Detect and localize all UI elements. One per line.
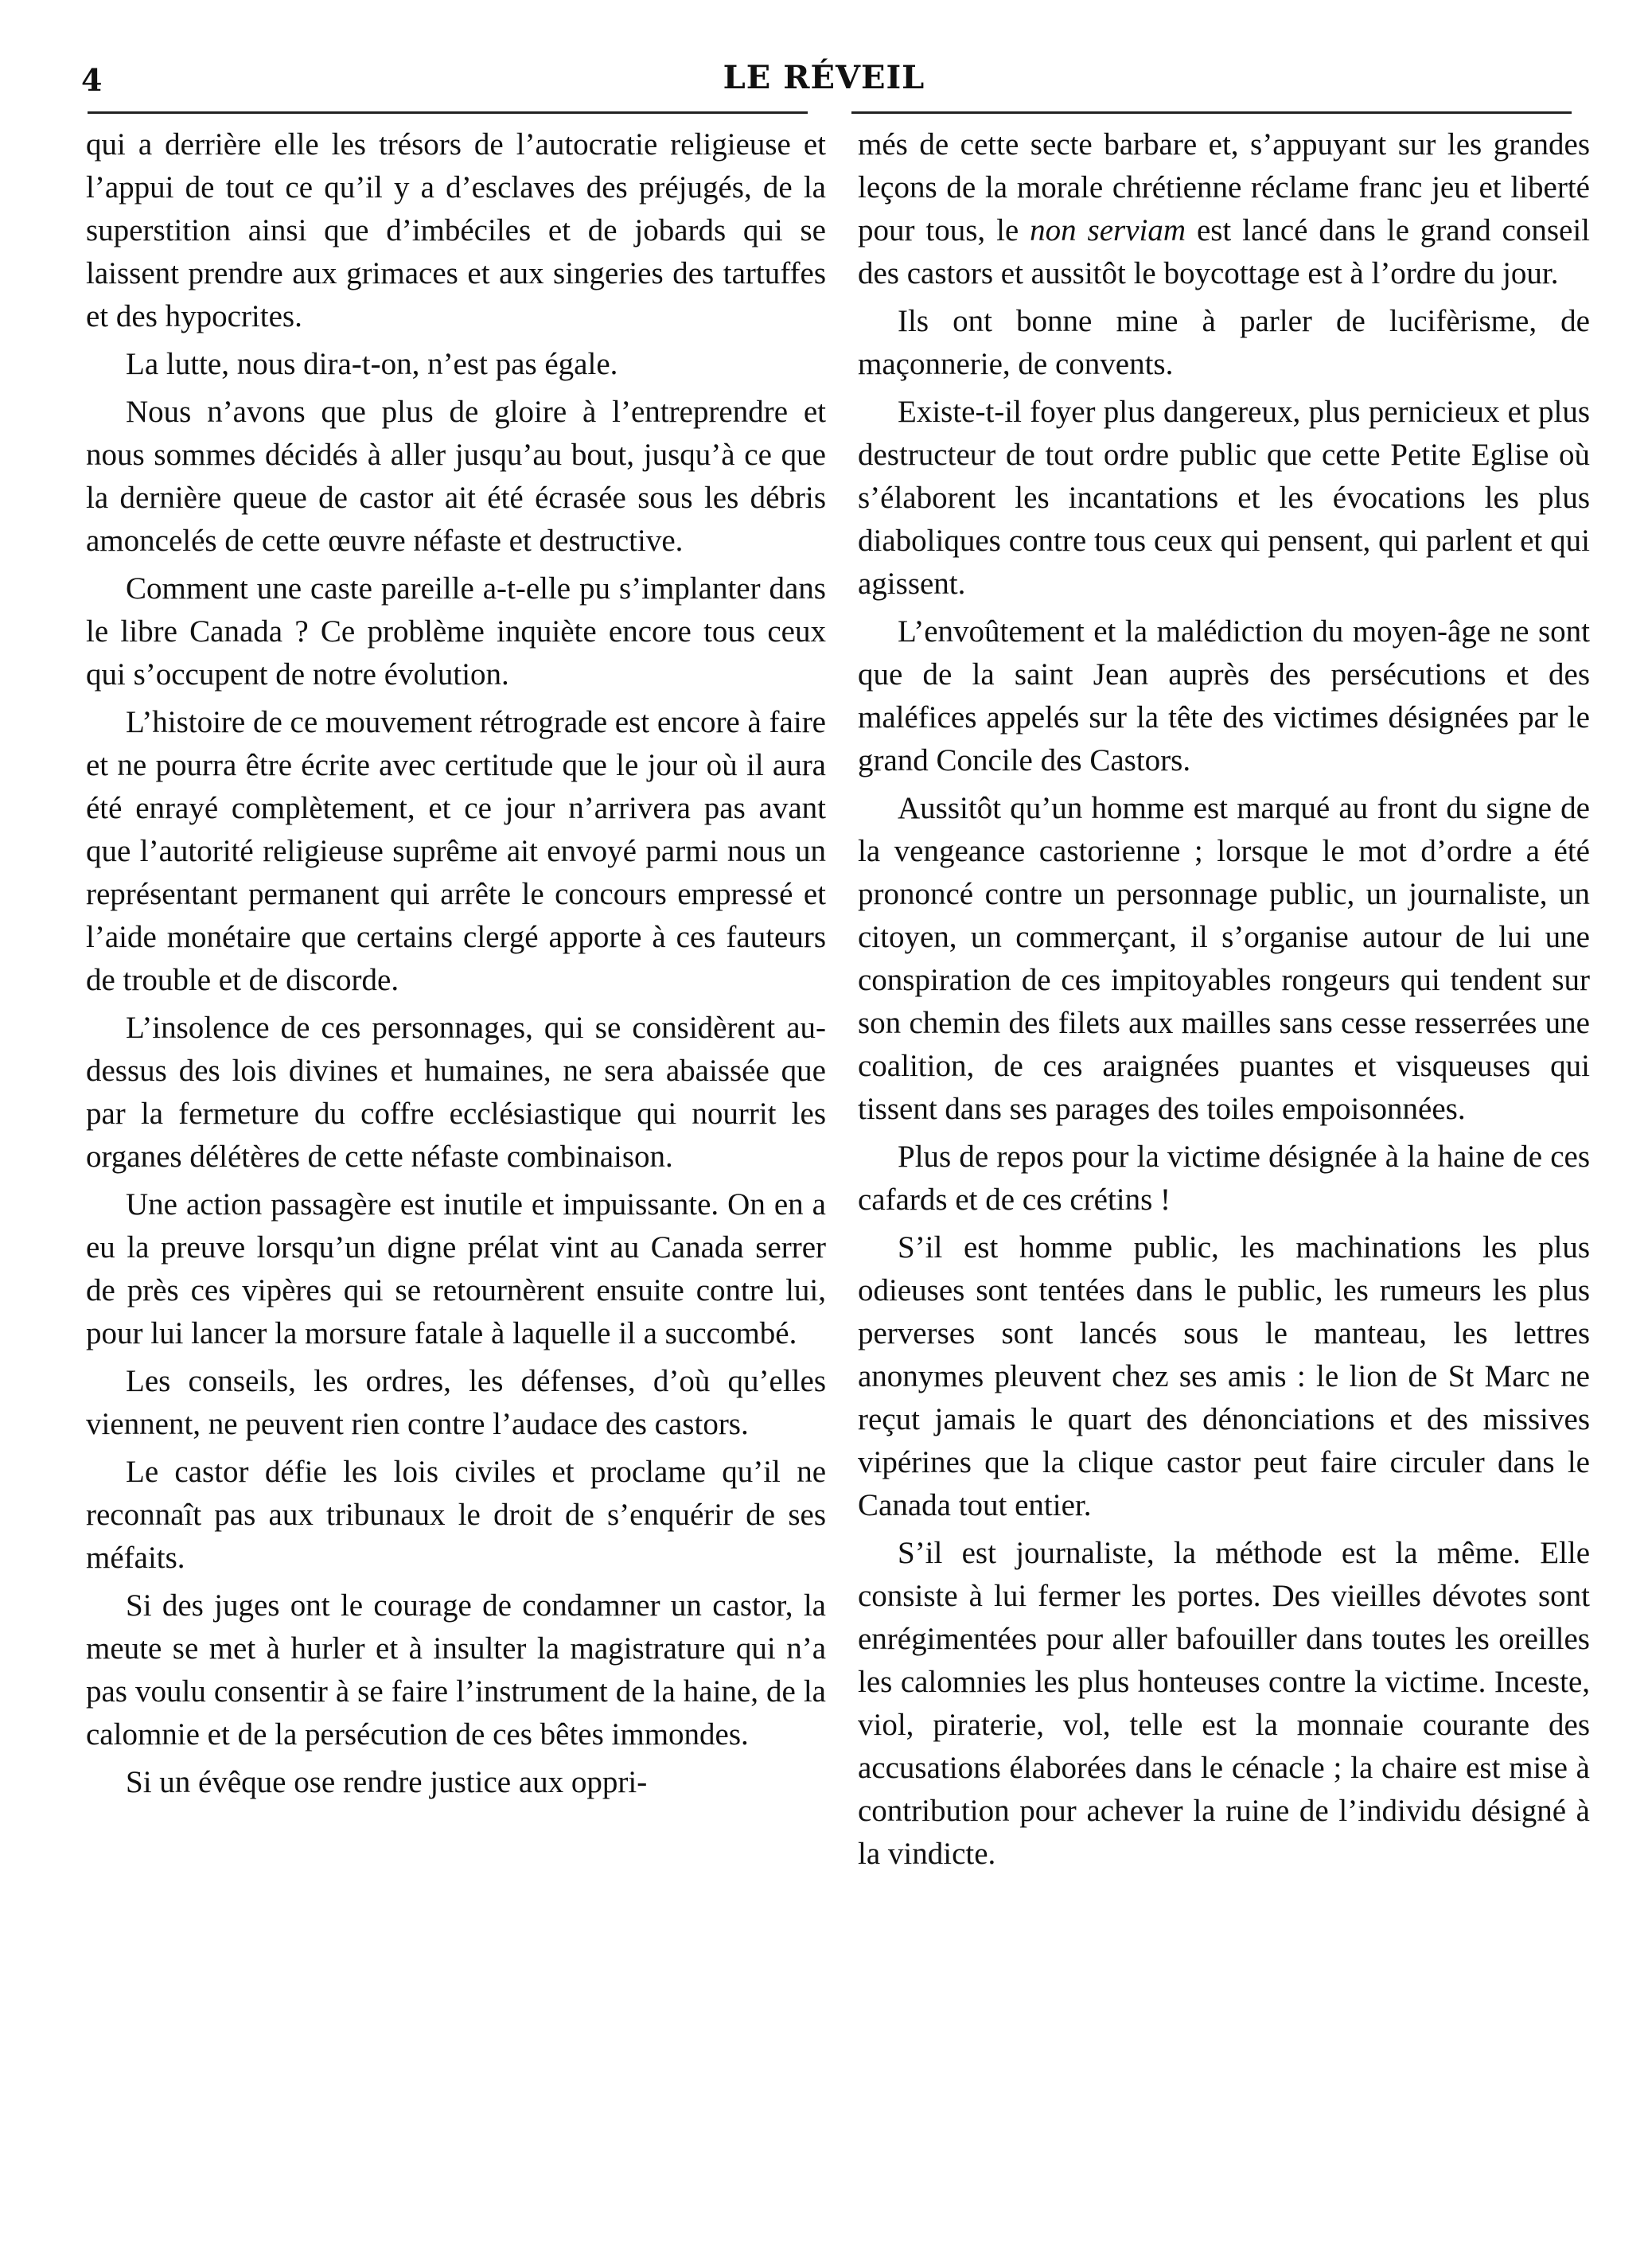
paragraph: Une action passagère est inutile et impuissante. On en a eu la preuve lorsqu’un digne prélat vint au Canada serrer de près ces vipères qui se retournèrent ensuite contre lui, pour lui lancer la morsure fatale à laquelle il a succombé.	[86, 1187, 826, 1350]
paragraph: Nous n’avons que plus de gloire à l’entreprendre et nous sommes décidés à aller jusqu’au bout, jusqu’à ce que la dernière queue de castor ait été écrasée sous les débris amoncelés de cette œuvre néfaste et destructive.	[86, 395, 826, 558]
paragraph: L’insolence de ces personnages, qui se considèrent au-dessus des lois divines et humaines, ne sera abaissée que par la fermeture du coffre ecclésiastique qui nourrit les organes délétères de cette néfaste combinaison.	[86, 1011, 826, 1174]
paragraph: Aussitôt qu’un homme est marqué au front du signe de la vengeance castorienne ; lorsque le mot d’ordre a été prononcé contre un personnage public, un journaliste, un citoyen, un commerçant, il s’organise autour de lui une conspiration de ces impitoyables rongeurs qui tendent sur son chemin des filets aux mailles sans cesse resserrées une coalition, de ces araignées puantes et visqueuses qui tissent dans ses parages des toiles empoisonnées.	[858, 791, 1590, 1126]
paragraph-continued	[858, 123, 1590, 295]
header-rule-right	[851, 111, 1572, 114]
paragraph: Ils ont bonne mine à parler de lucifèrisme, de maçonnerie, de convents.	[858, 304, 1590, 381]
left-column	[86, 123, 826, 1809]
paragraph: Les conseils, les ordres, les défenses, d’où qu’elles viennent, ne peuvent rien contre l’audace des castors.	[86, 1364, 826, 1441]
paragraph: S’il est journaliste, la méthode est la même. Elle consiste à lui fermer les portes. Des vieilles dévotes sont enrégimentées pour aller bafouiller dans toutes les oreilles les calomnies les plus honteuses contre la victime. Inceste, viol, piraterie, vol, telle est la monnaie courante des accusations élaborées dans le cénacle ; la chaire est mise à contribution pour achever la ruine de l’individu désigné à la vindicte.	[858, 1536, 1590, 1871]
paragraph: qui a derrière elle les trésors de l’autocratie religieuse et l’appui de tout ce qu’il y a d’esclaves des préjugés, de la superstition ainsi que d’imbéciles et de jobards qui se laissent prendre aux grimaces et aux singeries des tartuffes et des hypocrites.	[86, 127, 826, 333]
text-run: est lancé dans le grand conseil des castors et aussitôt le boycottage est à l’ordre du jour.	[858, 213, 1590, 290]
page-number: 4	[81, 62, 103, 98]
header-rule-left	[88, 111, 808, 114]
paragraph: Existe-t-il foyer plus dangereux, plus pernicieux et plus destructeur de tout ordre public que cette Petite Eglise où s’élaborent les incantations et les évocations les plus diaboliques contre tous ceux qui pensent, qui parlent et qui agissent.	[858, 395, 1590, 601]
paragraph: S’il est homme public, les machinations les plus odieuses sont tentées dans le public, les rumeurs les plus perverses sont lancés sous le manteau, les lettres anonymes pleuvent chez ses amis : le lion de St Marc ne reçut jamais le quart des dénonciations et des missives vipérines que la clique castor peut faire circuler dans le Canada tout entier.	[858, 1230, 1590, 1522]
paragraph: Si des juges ont le courage de condamner un castor, la meute se met à hurler et à insulter la magistrature qui n’a pas voulu consentir à se faire l’instrument de la haine, de la calomnie et de la persécution de ces bêtes immondes.	[86, 1588, 826, 1752]
paragraph: La lutte, nous dira-t-on, n’est pas égale.	[126, 347, 618, 381]
paragraph: L’histoire de ce mouvement rétrograde est encore à faire et ne pourra être écrite avec certitude que le jour où il aura été enrayé complètement, et ce jour n’arrivera pas avant que l’autorité religieuse suprême ait envoyé parmi nous un représentant permanent qui arrête le concours empressé et l’aide monétaire que certains clergé apporte à ces fauteurs de trouble et de discorde.	[86, 705, 826, 997]
paragraph: Le castor défie les lois civiles et proclame qu’il ne reconnaît pas aux tribunaux le droit de s’enquérir de ses méfaits.	[86, 1455, 826, 1575]
paragraph: Comment une caste pareille a-t-elle pu s’implanter dans le libre Canada ? Ce problème inquiète encore tous ceux qui s’occupent de notre évolution.	[86, 571, 826, 692]
running-title: LE RÉVEIL	[723, 59, 925, 96]
paragraph: Plus de repos pour la victime désignée à la haine de ces cafards et de ces crétins !	[858, 1140, 1590, 1217]
latin-phrase: non serviam	[1030, 213, 1186, 247]
paragraph: Si un évêque ose rendre justice aux oppri-	[126, 1765, 648, 1799]
paragraph: L’envoûtement et la malédiction du moyen-âge ne sont que de la saint Jean auprès des persécutions et des maléfices appelés sur la tête des victimes désignées par le grand Concile des Castors.	[858, 614, 1590, 777]
right-column	[858, 123, 1590, 1880]
text-run: més de cette secte barbare et, s’appuyant sur les grandes leçons de la morale chrétienne réclame franc jeu et liberté pour tous, le	[858, 127, 1590, 247]
